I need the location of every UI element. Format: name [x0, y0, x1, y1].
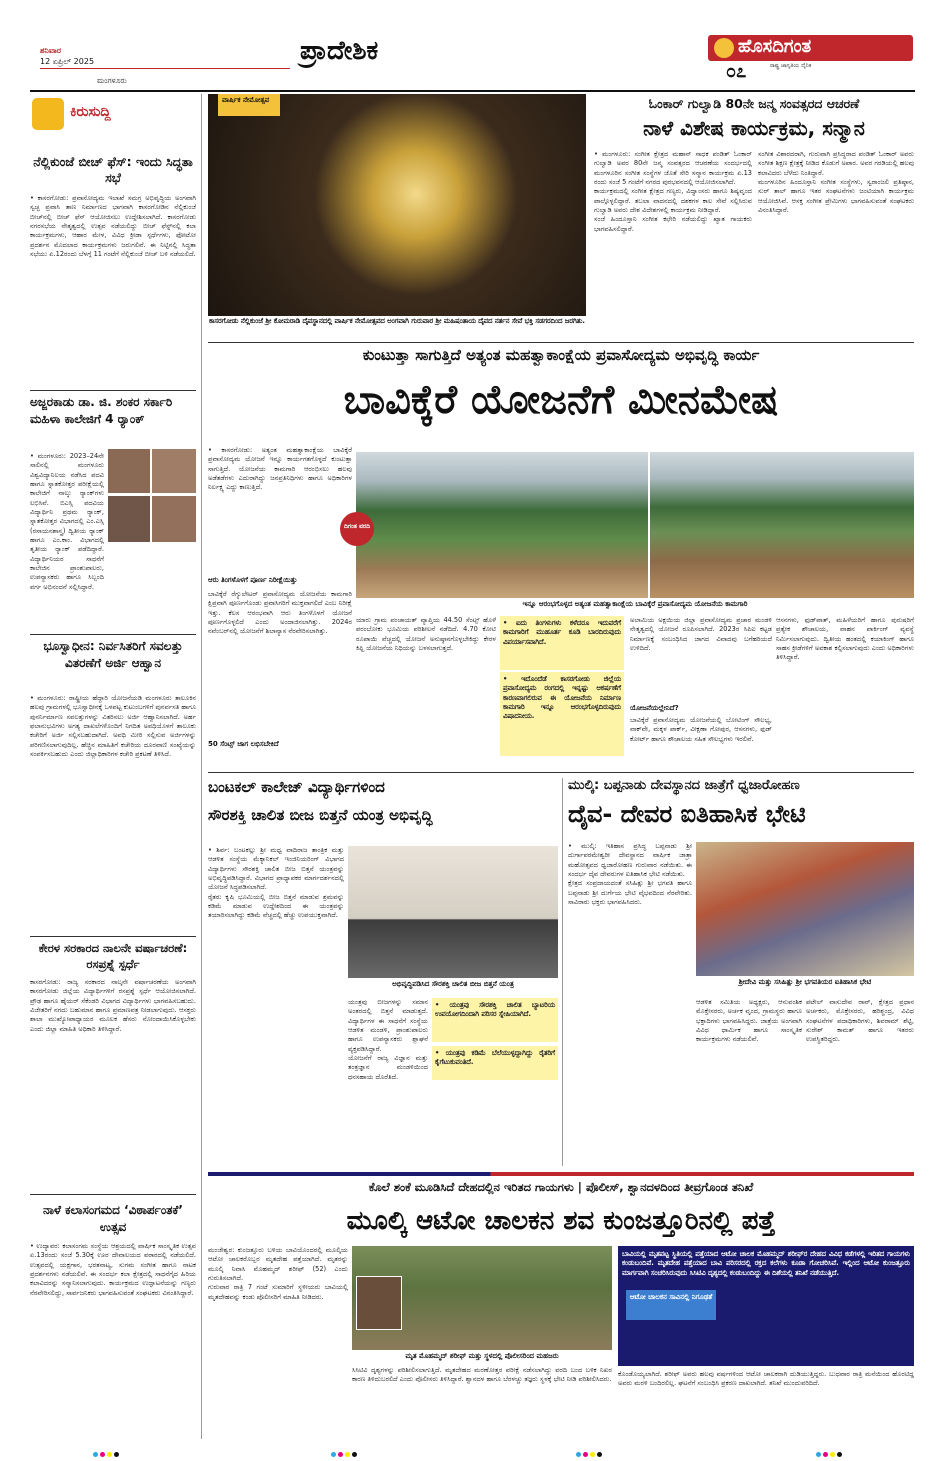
mulki-tag: ಆಟೋ ಚಾಲಕನ ಸಾವಿನಲ್ಲಿ ನಿಗೂಢತೆ	[626, 1290, 716, 1320]
rank-holder-photo-4	[152, 496, 196, 542]
print-registration-marks-1	[92, 1442, 132, 1450]
nemotsava-badge: ವಾರ್ಷಿಕ ನೇಮೋತ್ಸವ	[218, 94, 280, 116]
mulki-body-col-1: ಮಂಜೇಶ್ವರ: ಕುಂಜತ್ತೂರು ಬಳಿಯ ಬಾವಿಯೊಂದರಲ್ಲಿ ಮೂಲ್ಕಿಯ ಆಟೋ ಚಾಲಕರೊಬ್ಬರ ಮೃತದೇಹ ಪತ್ತೆಯಾಗಿದೆ. ಮೃತರನ್ನು ಮೂಲ್ಕಿ ನಿವಾಸಿ ಮೊಹಮ್ಮದ್ ಶರೀಫ್ (52) ಎಂದು ಗುರುತಿಸಲಾಗಿದೆ. ಗುರುವಾರ ರಾತ್ರಿ 7 ಗಂಟೆ ಸುಮಾರಿಗೆ ಸ್ಥಳೀಯರು ಬಾವಿಯಲ್ಲಿ ಮೃತದೇಹವನ್ನು ಕಂಡು ಪೊಲೀಸರಿಗೆ ಮಾಹಿತಿ ನೀಡಿದರು.	[208, 1246, 348, 1301]
bantakal-headline: ಸೌರಶಕ್ತಿ ಚಾಲಿತ ಬೀಜ ಬಿತ್ತನೆ ಯಂತ್ರ ಅಭಿವೃದ್ಧಿ	[208, 806, 433, 824]
mulki-caption: ಮೃತ ಮೊಹಮ್ಮದ್ ಶರೀಫ್ ಮತ್ತು ಸ್ಥಳದಲ್ಲಿ ಪೊಲೀಸರಿಂದ ಮಹಜರು	[405, 1352, 559, 1360]
bappanadu-photo	[696, 842, 914, 976]
hand-icon	[32, 98, 64, 130]
kiru-story-2-body: • ಮಂಗಳೂರು: 2023–24ನೇ ಸಾಲಿನಲ್ಲಿ ಮಂಗಳೂರು ವಿಶ್ವವಿದ್ಯಾನಿಲಯ ನಡೆಸಿದ ಪದವಿ ಹಾಗೂ ಸ್ನಾತಕೋತ್ತರ ಪರೀಕ್ಷೆಯಲ್ಲಿ ಕಾಲೇಜಿಗೆ ನಾಲ್ಕು ರ‍್ಯಾಂಕ್‌ಗಳು ಲಭಿಸಿವೆ. ಬಿಎಸ್ಸಿ ಪದವಿಯ ವಿದ್ಯಾರ್ಥಿನಿ ಪ್ರಥಮ ರ‍್ಯಾಂಕ್, ಸ್ನಾತಕೋತ್ತರ ವಿಭಾಗದಲ್ಲಿ ಎಂ.ಎಸ್ಸಿ (ರಸಾಯನಶಾಸ್ತ್ರ) ದ್ವಿತೀಯ ರ‍್ಯಾಂಕ್ ಹಾಗೂ ಎಂ.ಕಾಂ. ವಿಭಾಗದಲ್ಲಿ ತೃತೀಯ ರ‍್ಯಾಂಕ್ ಪಡೆದಿದ್ದಾರೆ. ವಿದ್ಯಾರ್ಥಿನಿಯರ ಸಾಧನೆಗೆ ಕಾಲೇಜಿನ ಪ್ರಾಂಶುಪಾಲರು, ಉಪನ್ಯಾಸಕರು ಹಾಗೂ ಸಿಬ್ಬಂದಿ ವರ್ಗ ಅಭಿನಂದನೆ ಸಲ್ಲಿಸಿದ್ದಾರೆ.	[30, 452, 107, 591]
rank-holder-photo-1	[108, 449, 150, 493]
bavikkere-body-4: ಬಾವಿಕ್ಕೆರೆ ಪ್ರವಾಸೋದ್ಯಮ ಯೋಜನೆಯಲ್ಲಿ ಬೋಟಿಂಗ್ ಸೌಲಭ್ಯ, ವಾಕ್‌ವೇ, ಮಕ್ಕಳ ಪಾರ್ಕ್, ವೀಕ್ಷಣಾ ಗೋಪುರ, ಆಸನಗಳು, ಫುಡ್ ಕೋರ್ಟ್ ಹಾಗೂ ಶೌಚಾಲಯ ಸಹಿತ ಸೌಲಭ್ಯಗಳು ಇರಲಿವೆ.	[630, 716, 775, 743]
digantha-report-badge: ದಿಗಂತ ವರದಿ	[340, 512, 374, 546]
omkar-body-col-1: • ಮಂಗಳೂರು: ಸಂಗೀತ ಕ್ಷೇತ್ರದ ಮಹಾನ್ ಸಾಧಕ ಪಂಡಿತ್ ಓಂಕಾರ್ ಗುಲ್ವಾಡಿ ಅವರ 80ನೇ ಜನ್ಮ ಸಂವತ್ಸರದ ಆಚರಣೆಯ ಸಂದರ್ಭದಲ್ಲಿ ಮಂಗಳೂರಿನ ಸಂಗೀತ ಸಂಸ್ಥೆಗಳ ಜೊತೆ ಸೇರಿ ಸನ್ಮಾನ ಕಾರ್ಯಕ್ರಮ ಏ.13 ರಂದು ಸಂಜೆ 5 ಗಂಟೆಗೆ ನಗರದ ಪುರಭವನದಲ್ಲಿ ಆಯೋಜಿಸಲಾಗಿದೆ. ಕಾರ್ಯಕ್ರಮದಲ್ಲಿ ಸಂಗೀತ ಕ್ಷೇತ್ರದ ಗಣ್ಯರು, ವಿದ್ವಾಂಸರು ಹಾಗೂ ಶಿಷ್ಯವೃಂದ ಪಾಲ್ಗೊಳ್ಳಲಿದ್ದಾರೆ. ತಬಲಾ ವಾದನದಲ್ಲಿ ದಶಕಗಳ ಕಾಲ ಸೇವೆ ಸಲ್ಲಿಸಿರುವ ಗುಲ್ವಾಡಿ ಅವರು ದೇಶ ವಿದೇಶಗಳಲ್ಲಿ ಕಾರ್ಯಕ್ರಮ ನೀಡಿದ್ದಾರೆ. ಸಂಜೆ ಹಿಂದೂಸ್ತಾನಿ ಸಂಗೀತ ಕಛೇರಿ ನಡೆಯಲಿದ್ದು ಖ್ಯಾತ ಗಾಯಕರು ಭಾಗವಹಿಸಲಿದ್ದಾರೆ.	[594, 150, 752, 233]
bavikkere-body-3: ಅಲಾಮಿಯ ಅಕ್ಷಯಿಯ ಜಿಲ್ಲಾ ಪ್ರವಾಸೋದ್ಯಮ ಪ್ರಚಾರ ಮಂಡಳಿ ನೇತೃತ್ವದಲ್ಲಿ ಯೋಜನೆ ರೂಪಿಸಲಾಗಿದೆ. 2023ರ ಸಿಪಿಐ ಕಟ್ಟಡ ನಿರ್ಮಾಣಕ್ಕೆ ಸಂಬಂಧಿಸಿದ ಜಾಗದ ವಿವಾದವು ಬಗೆಹರಿಯದೆ ಉಳಿದಿದೆ.	[630, 616, 775, 653]
bappanadu-body-2: ಆಡಳಿತ ಸಮಿತಿಯ ಅಧ್ಯಕ್ಷರು, ಆನುವಂಶಿಕ ಮೊಕ್ತೇಸರರು, ಅರ್ಚಕ ವೃಂದ, ಗ್ರಾಮಸ್ಥರು ಹಾಗೂ ಭಕ್ತಾದಿಗಳು ಭಾಗವಹಿಸಿದ್ದರು. ಜಾತ್ರೆಯ ಅಂಗವಾಗಿ ವಿವಿಧ ಧಾರ್ಮಿಕ ಹಾಗೂ ಸಾಂಸ್ಕೃತಿಕ ಕಾರ್ಯಕ್ರಮಗಳು ನಡೆಯಲಿವೆ.	[696, 998, 805, 1044]
issue-date: 12 ಏಪ್ರಿಲ್ 2025	[40, 57, 95, 66]
bavikkere-photo-1	[356, 452, 648, 598]
paper-tagline: ರಾಷ್ಟ್ರ ಜಾಗೃತಿಯ ದೈನಿಕ	[770, 63, 812, 69]
logo-emblem-icon	[714, 38, 734, 58]
date-rule	[40, 68, 290, 69]
bavikkere-subhead-2: 50 ಸೆಂಟ್ಸ್ ಜಾಗ ಲಭಿಸಬೇಕಿದೆ	[208, 740, 279, 748]
section-title: ಪ್ರಾದೇಶಿಕ	[300, 36, 379, 66]
bantakal-lede: • ಶಿರ್ವ: ಬಂಟಕಲ್ಲು ಶ್ರೀ ಮಧ್ವ ವಾದಿರಾಜ ತಾಂತ್ರಿಕ ಮತ್ತು ಆಡಳಿತ ಸಂಸ್ಥೆಯ ಮೆಕ್ಯಾನಿಕಲ್ ಇಂಜಿನಿಯರಿಂಗ್ ವಿಭಾಗದ ವಿದ್ಯಾರ್ಥಿಗಳು ಸೌರಶಕ್ತಿ ಚಾಲಿತ ಬೀಜ ಬಿತ್ತನೆ ಯಂತ್ರವನ್ನು ಅಭಿವೃದ್ಧಿಪಡಿಸಿದ್ದಾರೆ. ವಿಭಾಗದ ಪ್ರಾಧ್ಯಾಪಕರ ಮಾರ್ಗದರ್ಶನದಲ್ಲಿ ಯೋಜನೆ ಸಿದ್ಧಪಡಿಸಲಾಗಿದೆ. ರೈತರು ಕೃಷಿ ಭೂಮಿಯಲ್ಲಿ ಬೀಜ ಬಿತ್ತನೆ ಮಾಡುವ ಶ್ರಮವನ್ನು ಕಡಿಮೆ ಮಾಡುವ ಉದ್ದೇಶದಿಂದ ಈ ಯಂತ್ರವನ್ನು ತಯಾರಿಸಲಾಗಿದ್ದು ಕಡಿಮೆ ವೆಚ್ಚದಲ್ಲಿ ಹೆಚ್ಚು ಉಪಯುಕ್ತವಾಗಿದೆ.	[208, 846, 344, 920]
bavikkere-lede: • ಕಾಸರಗೋಡು: ಅತ್ಯಂತ ಮಹತ್ವಾಕಾಂಕ್ಷೆಯ ಬಾವಿಕ್ಕೆರೆ ಪ್ರವಾಸೋದ್ಯಮ ಯೋಜನೆ ಇನ್ನೂ ಕಾರ್ಯಗತಗೊಳ್ಳದೆ ಕುಂಟುತ್ತಾ ಸಾಗುತ್ತಿದೆ. ಯೋಜನೆಯ ಕಾಮಗಾರಿ ಆರಂಭಿಸಲು ಹಲವು ಅಡೆತಡೆಗಳು ಎದುರಾಗಿದ್ದು ಜನಪ್ರತಿನಿಧಿಗಳು ಹಾಗೂ ಅಧಿಕಾರಿಗಳ ನಿರ್ಲಕ್ಷ್ಯ ಎದ್ದು ಕಾಣುತ್ತಿದೆ.	[208, 446, 355, 492]
bavikkere-photo-2	[650, 452, 914, 598]
bavikkere-kicker: ಕುಂಟುತ್ತಾ ಸಾಗುತ್ತಿದೆ ಅತ್ಯಂತ ಮಹತ್ವಾಕಾಂಕ್ಷೆಯ ಪ್ರವಾಸೋದ್ಯಮ ಅಭಿವೃದ್ಧಿ ಕಾರ್ಯ	[362, 346, 760, 364]
nemotsava-caption: ಕಾಸರಗೋಡು ನೆಲ್ಲಿಕುಂಜೆ ಶ್ರೀ ಕೋಮರಾಡಿ ದೈವಸ್ಥಾನದಲ್ಲಿ ವಾರ್ಷಿಕ ನೇಮೋತ್ಸವದ ಅಂಗವಾಗಿ ಗುರುವಾರ ಶ್ರೀ ಮಹಿಷಂತಾಯ ದೈವದ ನರ್ತನ ಸೇವೆ ಭಕ್ತಿ ಸಡಗರದಿಂದ ಜರಗಿತು.	[208, 317, 586, 325]
bavikkere-box-1: • ಐದು ತಿಂಗಳುಗಳು ಕಳೆದರೂ ಇದುವರೆಗೆ ಕಾಮಗಾರಿಗೆ ಮುಹೂರ್ತ ಕೂಡಿ ಬಾರದಿರುವುದು ವಿಪರ್ಯಾಸವಾಗಿದೆ.	[500, 616, 624, 670]
mulki-headline: ಮೂಲ್ಕಿ ಆಟೋ ಚಾಲಕನ ಶವ ಕುಂಜತ್ತೂರಿನಲ್ಲಿ ಪತ್ತೆ	[346, 1206, 776, 1236]
kiru-divider-1	[30, 390, 196, 391]
section-colour-divider	[208, 1172, 914, 1176]
masthead-rule	[30, 90, 915, 92]
kiru-story-1-title: ನೆಲ್ಲಿಕುಂಜೆ ಬೀಚ್ ಫೆಸ್: ಇಂದು ಸಿದ್ಧತಾ ಸಭೆ	[33, 154, 193, 185]
paper-name: ಹೊಸದಿಗಂತ	[738, 36, 812, 57]
bantakal-caption: ಅಭಿವೃದ್ಧಿಪಡಿಸಿದ ಸೌರಶಕ್ತಿ ಚಾಲಿತ ಬೀಜ ಬಿತ್ತನೆ ಯಂತ್ರ	[392, 980, 514, 988]
mulki-highlight-box: ಬಾವಿಯಲ್ಲಿ ಮೃತಪಟ್ಟ ಸ್ಥಿತಿಯಲ್ಲಿ ಪತ್ತೆಯಾದ ಆಟೋ ಚಾಲಕ ಮೊಹಮ್ಮದ್ ಶರೀಫ್‌ರ ದೇಹದ ವಿವಿಧ ಕಡೆಗಳಲ್ಲಿ ಇರಿತದ ಗಾಯಗಳು ಕಂಡುಬಂದಿವೆ. ಮೃತದೇಹ ಪತ್ತೆಯಾದ ಬಾವಿ ಪರಿಸರದಲ್ಲಿ ರಕ್ತದ ಕಲೆಗಳು ಕೂಡಾ ಗೋಚರಿಸಿವೆ. ಇಲ್ಲಿಂದ ಆಟೋ ಕುಂಜತ್ತೂರು ಮಾರ್ಗವಾಗಿ ಸಂಚರಿಸಿರುವುದು ಸಿಸಿಟಿವಿ ದೃಶ್ಯದಲ್ಲಿ ಕಂಡುಬಂದಿದ್ದು ಈ ದಿಶೆಯಲ್ಲಿ ತನಿಖೆ ನಡೆಯುತ್ತಿದೆ.	[618, 1246, 914, 1366]
mulki-body-col-2: ಸಿಸಿಟಿವಿ ದೃಶ್ಯಗಳನ್ನು ಪರಿಶೀಲಿಸಲಾಗುತ್ತಿದೆ. ಮೃತದೇಹದ ಮರಣೋತ್ತರ ಪರೀಕ್ಷೆ ನಡೆಸಲಾಗಿದ್ದು ವರದಿ ಬಂದ ಬಳಿಕ ನಿಖರ ಕಾರಣ ತಿಳಿದುಬರಲಿದೆ ಎಂದು ಪೊಲೀಸರು ತಿಳಿಸಿದ್ದಾರೆ. ಶ್ವಾನದಳ ಹಾಗೂ ಬೆರಳಚ್ಚು ತಜ್ಞರು ಸ್ಥಳಕ್ಕೆ ಭೇಟಿ ನೀಡಿ ಪರಿಶೀಲಿಸಿದರು.	[352, 1366, 615, 1384]
bappanadu-kicker: ಮುಲ್ಕಿ: ಬಪ್ಪನಾಡು ದೇವಸ್ಥಾನದ ಜಾತ್ರೆಗೆ ಧ್ವಜಾರೋಹಣ	[568, 778, 800, 793]
bantakal-students-photo	[348, 846, 558, 978]
print-registration-marks-3	[575, 1442, 615, 1450]
bappanadu-body-1: • ಮುಲ್ಕಿ: ಇತಿಹಾಸ ಪ್ರಸಿದ್ಧ ಬಪ್ಪನಾಡು ಶ್ರೀ ದುರ್ಗಾಪರಮೇಶ್ವರೀ ದೇವಸ್ಥಾನದ ವಾರ್ಷಿಕ ಜಾತ್ರಾ ಮಹೋತ್ಸವದ ಧ್ವಜಾರೋಹಣ ಗುರುವಾರ ನಡೆಯಿತು. ಈ ಸಂದರ್ಭ ದೈವ ದೇವರುಗಳ ಐತಿಹಾಸಿಕ ಭೇಟಿ ನಡೆಯಿತು. ಕ್ಷೇತ್ರದ ಸಂಪ್ರದಾಯದಂತೆ ಸಸಿಹಿತ್ಲು ಶ್ರೀ ಭಗವತಿ ಹಾಗೂ ಬಪ್ಪನಾಡು ಶ್ರೀ ದುರ್ಗೆಯ ಭೇಟಿ ವೈಭವದಿಂದ ನೆರವೇರಿತು. ಸಾವಿರಾರು ಭಕ್ತರು ಭಾಗವಹಿಸಿದರು.	[568, 842, 692, 907]
bavikkere-caption: ಇನ್ನೂ ಆರಂಭಗೊಳ್ಳದ ಅತ್ಯಂತ ಮಹತ್ವಾಕಾಂಕ್ಷೆಯ ಬಾವಿಕ್ಕೆರೆ ಪ್ರವಾಸೋದ್ಯಮ ಯೋಜನೆಯ ಕಾಮಗಾರಿ	[522, 600, 748, 608]
kiru-suddi-column	[30, 94, 199, 1439]
story3-rule	[562, 778, 563, 1166]
kiru-story-5-body: • ಉದ್ಯಾವರ: ಕಲಾಸಂಗಮ ಸಂಸ್ಥೆಯ ಆಶ್ರಯದಲ್ಲಿ ವಾರ್ಷಿಕ ಸಾಂಸ್ಕೃತಿಕ ಉತ್ಸವ ಏ.13ರಂದು ಸಂಜೆ 5.30ಕ್ಕೆ ಊರ ದೇವಾಲಯದ ವಠಾರದಲ್ಲಿ ನಡೆಯಲಿದೆ. ಉತ್ಸವದಲ್ಲಿ ಯಕ್ಷಗಾನ, ಭರತನಾಟ್ಯ, ಸುಗಮ ಸಂಗೀತ ಹಾಗೂ ನಾಟಕ ಪ್ರದರ್ಶನಗಳು ನಡೆಯಲಿವೆ. ಈ ಸಂದರ್ಭ ಕಲಾ ಕ್ಷೇತ್ರದಲ್ಲಿ ಸಾಧನೆಗೈದ ಹಿರಿಯ ಕಲಾವಿದರನ್ನು ಸನ್ಮಾನಿಸಲಾಗುವುದು. ಕಾರ್ಯಕ್ರಮದ ಉದ್ಘಾಟನೆಯನ್ನು ಗಣ್ಯರು ನೆರವೇರಿಸಲಿದ್ದು, ಸಾರ್ವಜನಿಕರು ಭಾಗವಹಿಸುವಂತೆ ಸಂಘಟಕರು ವಿನಂತಿಸಿದ್ದಾರೆ.	[30, 1242, 199, 1297]
bantakal-box-1: • ಯಂತ್ರವು ಸೌರಶಕ್ತಿ ಚಾಲಿತ ಬ್ಯಾಟರಿಯ ಉಪಯೋಗದಿಂದಾಗಿ ಪರಿಸರ ಸ್ನೇಹಿಯಾಗಿದೆ.	[432, 998, 558, 1042]
bantakal-body-1: ಯಂತ್ರವು ಬೀಜಗಳನ್ನು ಸಮಾನ ಅಂತರದಲ್ಲಿ ಬಿತ್ತನೆ ಮಾಡುತ್ತದೆ. ವಿದ್ಯಾರ್ಥಿಗಳ ಈ ಸಾಧನೆಗೆ ಸಂಸ್ಥೆಯ ಆಡಳಿತ ಮಂಡಳಿ, ಪ್ರಾಂಶುಪಾಲರು ಹಾಗೂ ಉಪನ್ಯಾಸಕರು ಶ್ಲಾಘನೆ ವ್ಯಕ್ತಪಡಿಸಿದ್ದಾರೆ. ಯೋಜನೆಗೆ ರಾಜ್ಯ ವಿಜ್ಞಾನ ಮತ್ತು ತಂತ್ರಜ್ಞಾನ ಮಂಡಳಿಯಿಂದ ಧನಸಹಾಯ ದೊರೆತಿದೆ.	[348, 998, 428, 1081]
paper-logo	[708, 35, 918, 81]
issue-city: ಮಂಗಳೂರು	[97, 76, 127, 85]
rank-holder-photo-3	[108, 496, 150, 542]
story1-rule	[208, 342, 914, 343]
omkar-body-col-2: ಸಂಗೀತ ವಿಶಾರದರಾಗಿ, ಗುರುವಾಗಿ ಪ್ರಸಿದ್ಧರಾದ ಪಂಡಿತ್ ಓಂಕಾರ್ ಅವರು ಸಂಗೀತ ಶಿಕ್ಷಣ ಕ್ಷೇತ್ರಕ್ಕೆ ನೀಡಿದ ಕೊಡುಗೆ ಅಪಾರ. ಅವರ ಗರಡಿಯಲ್ಲಿ ಹಲವು ಕಲಾವಿದರು ಬೆಳೆದು ನಿಂತಿದ್ದಾರೆ. ಮಂಗಳೂರಿನ ಹಿಂದೂಸ್ತಾನಿ ಸಂಗೀತ ಸಂಸ್ಥೆಗಳು, ಸ್ವರಾಂಜಲಿ ಪ್ರತಿಷ್ಠಾನ, ಸುರ್ ತಾಲ್ ಹಾಗೂ ಇತರ ಸಂಘಟನೆಗಳು ಜಂಟಿಯಾಗಿ ಕಾರ್ಯಕ್ರಮ ಆಯೋಜಿಸಿವೆ. ಆಸಕ್ತ ಸಂಗೀತ ಪ್ರೇಮಿಗಳು ಭಾಗವಹಿಸುವಂತೆ ಸಂಘಟಕರು ವಿನಂತಿಸಿದ್ದಾರೆ.	[758, 150, 914, 215]
bavikkere-body-5: ಆಸನಗಳು, ಫುಡ್‌ಪಾತ್, ಮಹಿಳೆಯರಿಗೆ ಹಾಗೂ ಪುರುಷರಿಗೆ ಪ್ರತ್ಯೇಕ ಶೌಚಾಲಯ, ವಾಹನ ಪಾರ್ಕಿಂಗ್ ವ್ಯವಸ್ಥೆ ನಿರ್ಮಿಸಲಾಗುವುದು. ದ್ವಿತೀಯ ಹಂತದಲ್ಲಿ ಕಯಾಕಿಂಗ್ ಹಾಗೂ ಸಾಹಸ ಕ್ರೀಡೆಗಳಿಗೆ ಅವಕಾಶ ಕಲ್ಪಿಸಲಾಗುವುದು ಎಂದು ಅಧಿಕಾರಿಗಳು ತಿಳಿಸಿದ್ದಾರೆ.	[776, 616, 917, 662]
bantakal-kicker: ಬಂಟಕಲ್ ಕಾಲೇಜ್ ವಿದ್ಯಾರ್ಥಿಗಳಿಂದ	[208, 778, 385, 796]
issue-day: ಶನಿವಾರ	[40, 46, 62, 55]
bappanadu-body-3: ಪಟೇಲ್ ವಾಸುದೇವ ರಾವ್, ಕ್ಷೇತ್ರದ ಪ್ರಧಾನ ಅರ್ಚಕರು, ಮೊಕ್ತೇಸರರು, ಹರಿಶ್ಚಂದ್ರ, ವಿವಿಧ ಸಂಘಟನೆಗಳ ಪದಾಧಿಕಾರಿಗಳು, ಶಿವರಾಮ್ ಶೆಟ್ಟಿ, ಸುರೇಶ್ ಕಾಮತ್ ಹಾಗೂ ಇತರರು ಉಪಸ್ಥಿತರಿದ್ದರು.	[806, 998, 917, 1044]
print-registration-marks-4	[815, 1442, 855, 1450]
masthead	[0, 0, 945, 92]
bantakal-box-2: • ಯಂತ್ರವು ಕಡಿಮೆ ಬೆಲೆಯುಳ್ಳದ್ದಾಗಿದ್ದು ರೈತರಿಗೆ ಕೈಗೆಟುಕುವಂತಿದೆ.	[432, 1046, 558, 1080]
bappanadu-headline: ದೈವ- ದೇವರ ಐತಿಹಾಸಿಕ ಭೇಟಿ	[568, 800, 806, 828]
kiru-story-3-body: • ಮಂಗಳೂರು: ರಾಷ್ಟ್ರೀಯ ಹೆದ್ದಾರಿ ಯೋಜನೆಯಡಿ ಮಂಗಳೂರು ತಾಲೂಕಿನ ಹಲವು ಗ್ರಾಮಗಳಲ್ಲಿ ಭೂಸ್ವಾಧೀನಕ್ಕೆ ಒಳಪಟ್ಟ ಕುಟುಂಬಗಳಿಗೆ ಪುನರ್ವಸತಿ ಹಾಗೂ ಪುನರ್ನಿರ್ಮಾಣ ಸವಲತ್ತುಗಳನ್ನು ವಿತರಿಸಲು ಅರ್ಜಿ ಆಹ್ವಾನಿಸಲಾಗಿದೆ. ಅರ್ಹ ಫಲಾನುಭವಿಗಳು ಅಗತ್ಯ ದಾಖಲೆಗಳೊಂದಿಗೆ ನಿಗದಿತ ಅವಧಿಯೊಳಗೆ ತಾಲೂಕು ಕಚೇರಿಗೆ ಅರ್ಜಿ ಸಲ್ಲಿಸಬಹುದಾಗಿದೆ. ಅವಧಿ ಮೀರಿ ಸಲ್ಲಿಸುವ ಅರ್ಜಿಗಳನ್ನು ಪರಿಗಣಿಸಲಾಗುವುದಿಲ್ಲ. ಹೆಚ್ಚಿನ ಮಾಹಿತಿಗೆ ಕಚೇರಿಯ ದೂರವಾಣಿ ಸಂಖ್ಯೆಯನ್ನು ಸಂಪರ್ಕಿಸಬಹುದು ಎಂದು ಜಿಲ್ಲಾಧಿಕಾರಿಗಳ ಕಚೇರಿ ಪ್ರಕಟಣೆ ತಿಳಿಸಿದೆ.	[30, 694, 199, 759]
story2-rule	[208, 772, 914, 773]
rank-holder-photo-2	[152, 449, 196, 493]
deceased-portrait	[356, 1276, 402, 1330]
bavikkere-subhead-1: ಆರು ತಿಂಗಳೊಳಗೆ ಪೂರ್ಣ ನಿರೀಕ್ಷೆಯಿತ್ತು	[208, 576, 298, 584]
kiru-story-5-title: ನಾಳೆ ಕಲಾಸಂಗಮದ ‘ವಿಠಾರ್ಪಂತಕೆ’ ಉತ್ಸವ	[43, 1203, 183, 1234]
bavikkere-box-2: • ಇದೊಂದೆಡೆ ಕಾಸರಗೋಡು ಜಿಲ್ಲೆಯ ಪ್ರವಾಸೋದ್ಯಮ ರಂಗದಲ್ಲಿ ಇನ್ನಷ್ಟು ಆಕರ್ಷಣೆಗೆ ಕಾರಣವಾಗಲಿರುವ ಈ ಯೋಜನೆಯ ನಿರ್ಮಾಣ ಕಾಮಗಾರಿ ಇನ್ನೂ ಆರಂಭಗೊಳ್ಳದಿರುವುದು ವಿಷಾದನೀಯ.	[500, 672, 624, 756]
bavikkere-body-1: ಬಾವಿಕ್ಕೆರೆ ರೆಗ್ಯುಲೇಟರ್ ಪ್ರವಾಸೋದ್ಯಮ ಯೋಜನೆಯ ಕಾಮಗಾರಿ ಕ್ಷಿಪ್ರವಾಗಿ ಪೂರ್ಣಗೊಂಡು ಪ್ರವಾಸಿಗರಿಗೆ ಮುಕ್ತವಾಗಲಿದೆ ಎಂಬ ನಿರೀಕ್ಷೆ ಇತ್ತು. ಕೆಲಸ ಆರಂಭವಾಗಿ ಆರು ತಿಂಗಳೊಳಗೆ ಯೋಜನೆ ಪೂರ್ಣಗೊಳ್ಳಲಿದೆ ಎಂದು ಅಂದಾಜಿಸಲಾಗಿತ್ತು. 2024ರ ನವೆಂಬರ್‌ನಲ್ಲಿ ಯೋಜನೆಗೆ ಶಿಲಾನ್ಯಾಸ ನೆರವೇರಿಸಲಾಗಿತ್ತು.	[208, 590, 355, 636]
print-registration-marks-2	[330, 1442, 370, 1450]
kiru-divider-2	[30, 634, 196, 635]
page-number: ೦೭	[726, 61, 747, 82]
bavikkere-body-2: ಯಾರು ಗ್ರಾಮ ಪಂಚಾಯತ್ ವ್ಯಾಪ್ತಿಯ 44.50 ಸೆಂಟ್ಸ್ ಹೊಳೆ ಪರಂಬೋಕು ಭೂಮಿಯ ಪರಿಶೀಲನೆ ನಡೆದಿದೆ. 4.70 ಕೋಟಿ ರೂಪಾಯಿ ವೆಚ್ಚದಲ್ಲಿ ಯೋಜನೆ ಅನುಷ್ಠಾನಗೊಳ್ಳಬೇಕಿದ್ದು ಕೇರಳ ಕಿಫ್ಬಿ ಯೋಜನೆಯ ನಿಧಿಯನ್ನು ಬಳಸಲಾಗುತ್ತದೆ.	[356, 616, 499, 653]
nemotsava-photo	[208, 94, 586, 316]
bappanadu-caption: ಶ್ರೀದೇವಿ ಮತ್ತು ಸಸಿಹಿತ್ಲು ಶ್ರೀ ಭಗವತಿಯರ ಐತಿಹಾಸಿಕ ಭೇಟಿ	[738, 978, 872, 986]
kiru-story-4-body: ಕಾಸರಗೋಡು: ರಾಜ್ಯ ಸರಕಾರದ ನಾಲ್ಕನೇ ವರ್ಷಾಚರಣೆಯ ಅಂಗವಾಗಿ ಕಾಸರಗೋಡು ಜಿಲ್ಲೆಯ ವಿದ್ಯಾರ್ಥಿಗಳಿಗೆ ರಸಪ್ರಶ್ನೆ ಸ್ಪರ್ಧೆ ಆಯೋಜಿಸಲಾಗಿದೆ. ಪ್ರೌಢ ಹಾಗೂ ಹೈಯರ್ ಸೆಕೆಂಡರಿ ವಿಭಾಗದ ವಿದ್ಯಾರ್ಥಿಗಳು ಭಾಗವಹಿಸಬಹುದು. ವಿಜೇತರಿಗೆ ನಗದು ಬಹುಮಾನ ಹಾಗೂ ಪ್ರಮಾಣಪತ್ರ ನೀಡಲಾಗುವುದು. ಆಸಕ್ತರು ಶಾಲಾ ಮುಖ್ಯೋಪಾಧ್ಯಾಯರ ಮೂಲಕ ಹೆಸರು ನೋಂದಾಯಿಸಿಕೊಳ್ಳಬೇಕು ಎಂದು ಜಿಲ್ಲಾ ಮಾಹಿತಿ ಅಧಿಕಾರಿ ತಿಳಿಸಿದ್ದಾರೆ.	[30, 978, 199, 1033]
omkar-kicker: ಓಂಕಾರ್ ಗುಲ್ವಾಡಿ 80ನೇ ಜನ್ಮ ಸಂವತ್ಸರದ ಆಚರಣೆ	[648, 96, 860, 111]
bavikkere-subhead-3: ಯೋಜನೆಯಲ್ಲೇನಿದೆ?	[630, 704, 679, 712]
mulki-kicker: ಕೊಲೆ ಶಂಕೆ ಮೂಡಿಸಿದೆ ದೇಹದಲ್ಲಿನ ಇರಿತದ ಗಾಯಗಳು | ಪೊಲೀಸ್, ಶ್ವಾನದಳದಿಂದ ತೀವ್ರಗೊಂಡ ತನಿಖೆ	[368, 1180, 754, 1194]
kiru-story-1-body: • ಕಾಸರಗೋಡು: ಪ್ರವಾಸೋದ್ಯಮ ಇಲಾಖೆ ಸಮಗ್ರ ಅಭಿವೃದ್ಧಿಯ ಅಂಗವಾಗಿ ಸ್ವಚ್ಛ ಪ್ರವಾಸಿ ತಾಣ ನಿರ್ಮಾಣದ ಭಾಗವಾಗಿ ಕಾಸರಗೋಡಿನ ನೆಲ್ಲಿಕುಂಜೆ ಬೀಚ್‌ನಲ್ಲಿ ಬೀಚ್ ಫೆಸ್ ಆಯೋಜಿಸಲು ಉದ್ದೇಶಿಸಲಾಗಿದೆ. ಕಾಸರಗೋಡು ನಗರಸಭೆಯ ನೇತೃತ್ವದಲ್ಲಿ ಉತ್ಸವ ನಡೆಯಲಿದ್ದು ಬೀಚ್ ಫೆಸ್ಟ್‌ನಲ್ಲಿ ಕಲಾ ಕಾರ್ಯಕ್ರಮಗಳು, ಆಹಾರ ಮೇಳ, ವಿವಿಧ ಕ್ರೀಡಾ ಸ್ಪರ್ಧೆಗಳು, ಫೋಟೋ ಪ್ರದರ್ಶನ ಮೊದಲಾದ ಕಾರ್ಯಕ್ರಮಗಳು ಜರುಗಲಿವೆ. ಈ ನಿಟ್ಟಿನಲ್ಲಿ ಸಿದ್ಧತಾ ಸಭೆಯು ಏ.12ರಂದು ಬೆಳಗ್ಗೆ 11 ಗಂಟೆಗೆ ನೆಲ್ಲಿಕುಂಜೆ ಬೀಚ್ ಬಳಿ ನಡೆಯಲಿದೆ.	[30, 194, 199, 259]
kiru-header	[30, 96, 196, 134]
left-column-rule	[201, 94, 202, 1439]
kiru-divider-3	[30, 936, 196, 937]
omkar-headline: ನಾಳೆ ವಿಶೇಷ ಕಾರ್ಯಕ್ರಮ, ಸನ್ಮಾನ	[643, 116, 865, 140]
mulki-body-col-3: ಕೊಂಡೊಯ್ಯಲಾಗಿದೆ. ಶರೀಫ್ ಅವರು ಹಲವು ವರ್ಷಗಳಿಂದ ಆಟೋ ಚಾಲಕರಾಗಿ ದುಡಿಯುತ್ತಿದ್ದರು. ಬುಧವಾರ ರಾತ್ರಿ ಮನೆಯಿಂದ ಹೊರಟಿದ್ದ ಅವರು ಮರಳಿ ಬಂದಿರಲಿಲ್ಲ. ಘಟನೆಗೆ ಸಂಬಂಧಿಸಿ ಪ್ರಕರಣ ದಾಖಲಾಗಿದೆ. ತನಿಖೆ ಮುಂದುವರಿದಿದೆ.	[618, 1370, 917, 1388]
kiru-divider-4	[30, 1194, 196, 1195]
kiru-story-2-title: ಅಜ್ಜರಕಾಡು ಡಾ. ಜಿ. ಶಂಕರ ಸರ್ಕಾರಿ ಮಹಿಳಾ ಕಾಲೇಜಿಗೆ 4 ರ‍್ಯಾಂಕ್	[30, 395, 173, 426]
kiru-story-4-title: ಕೇರಳ ಸರಕಾರದ ನಾಲನೇ ವರ್ಷಾಚರಣೆ: ರಸಪ್ರಶ್ನೆ ಸ್ಪರ್ಧೆ	[38, 941, 188, 971]
kiru-story-3-title: ಭೂಸ್ವಾಧೀನ: ನಿರ್ವಸಿತರಿಗೆ ಸವಲತ್ತು ವಿತರಣೆಗೆ ಅರ್ಜಿ ಆಹ್ವಾನ	[43, 639, 183, 670]
kiru-label: ಕಿರುಸುದ್ದಿ	[70, 104, 111, 120]
bavikkere-headline: ಬಾವಿಕ್ಕೆರೆ ಯೋಜನೆಗೆ ಮೀನಮೇಷ	[343, 377, 779, 423]
